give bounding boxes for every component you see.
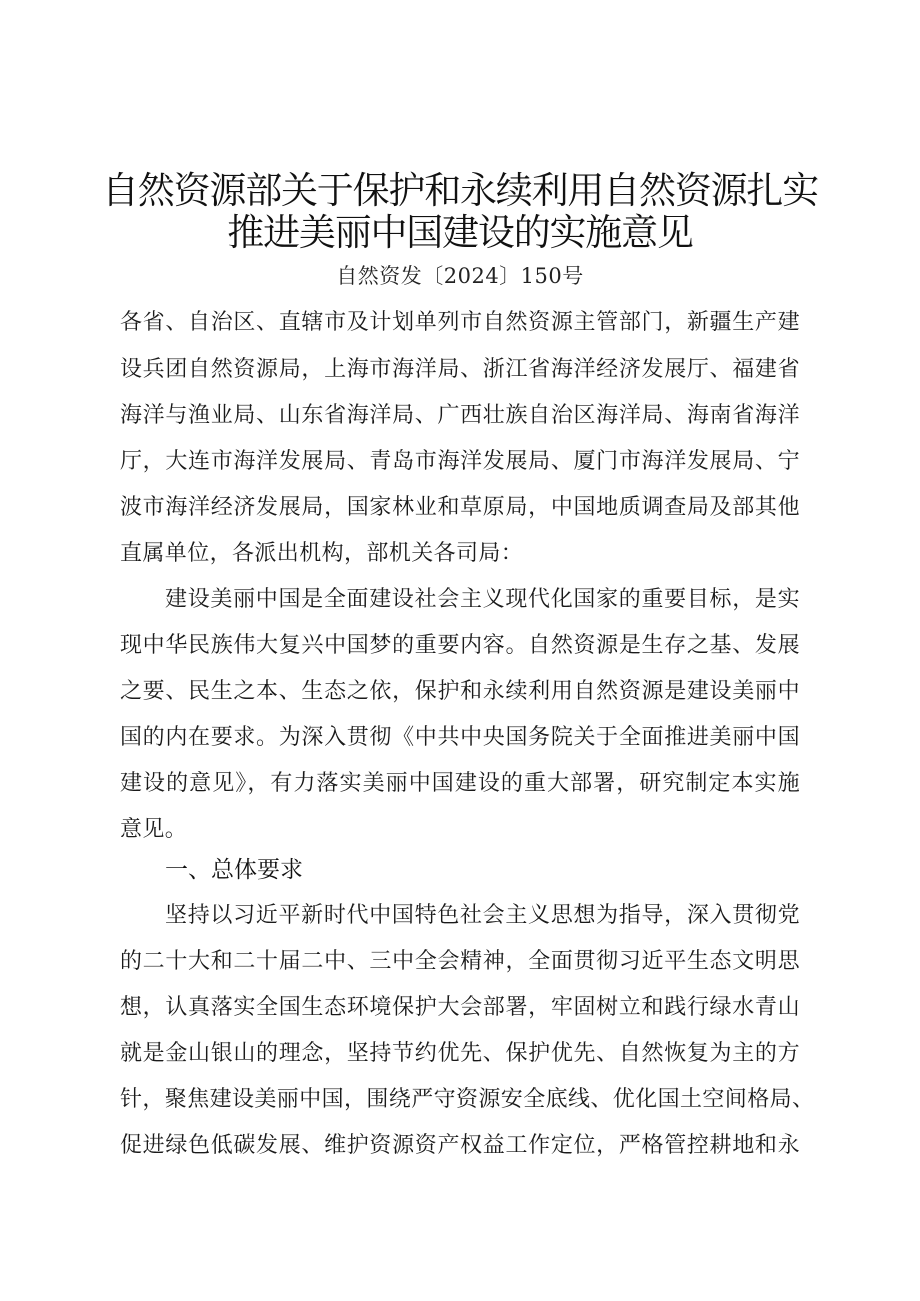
document-number: 自然资发〔2024〕150号 <box>336 264 584 288</box>
section1-paragraph-line: 的二十大和二十届二中、三中全会精神，全面贯彻习近平生态文明思 <box>120 949 800 974</box>
section1-paragraph-line: 针，聚焦建设美丽中国，围绕严守资源安全底线、优化国土空间格局、 <box>120 1087 815 1112</box>
section1-paragraph-line: 坚持以习近平新时代中国特色社会主义思想为指导，深入贯彻党 <box>165 903 800 928</box>
addressees-line: 波市海洋经济发展局，国家林业和草原局，中国地质调查局及部其他 <box>120 495 800 520</box>
intro-paragraph-line: 之要、民生之本、生态之依，保护和永续利用自然资源是建设美丽中 <box>120 679 800 704</box>
addressees-line: 海洋与渔业局、山东省海洋局、广西壮族自治区海洋局、海南省海洋 <box>120 403 800 428</box>
document-title-line-2: 推进美丽中国建设的实施意见 <box>227 211 693 254</box>
addressees-line: 厅，大连市海洋发展局、青岛市海洋发展局、厦门市海洋发展局、宁 <box>120 449 800 474</box>
addressees-line: 直属单位，各派出机构，部机关各司局： <box>120 541 524 566</box>
section-heading: 一、总体要求 <box>165 857 303 883</box>
document-title-line-1: 自然资源部关于保护和永续利用自然资源扎实 <box>102 169 818 212</box>
intro-paragraph-line: 建设的意见》，有力落实美丽中国建设的重大部署，研究制定本实施 <box>120 771 800 796</box>
intro-paragraph-line: 建设美丽中国是全面建设社会主义现代化国家的重要目标，是实 <box>165 587 800 612</box>
section1-paragraph-line: 想，认真落实全国生态环境保护大会部署，牢固树立和践行绿水青山 <box>120 995 800 1020</box>
addressees-line: 各省、自治区、直辖市及计划单列市自然资源主管部门，新疆生产建 <box>120 310 800 335</box>
section1-paragraph-line: 就是金山银山的理念，坚持节约优先、保护优先、自然恢复为主的方 <box>120 1041 800 1066</box>
intro-paragraph-line: 意见。 <box>120 817 188 842</box>
addressees-line: 设兵团自然资源局，上海市海洋局、浙江省海洋经济发展厅、福建省 <box>120 357 800 382</box>
intro-paragraph-line: 现中华民族伟大复兴中国梦的重要内容。自然资源是生存之基、发展 <box>120 633 800 658</box>
intro-paragraph-line: 国的内在要求。为深入贯彻《中共中央国务院关于全面推进美丽中国 <box>120 725 800 750</box>
section1-paragraph-line: 促进绿色低碳发展、维护资源资产权益工作定位，严格管控耕地和永 <box>120 1133 800 1158</box>
